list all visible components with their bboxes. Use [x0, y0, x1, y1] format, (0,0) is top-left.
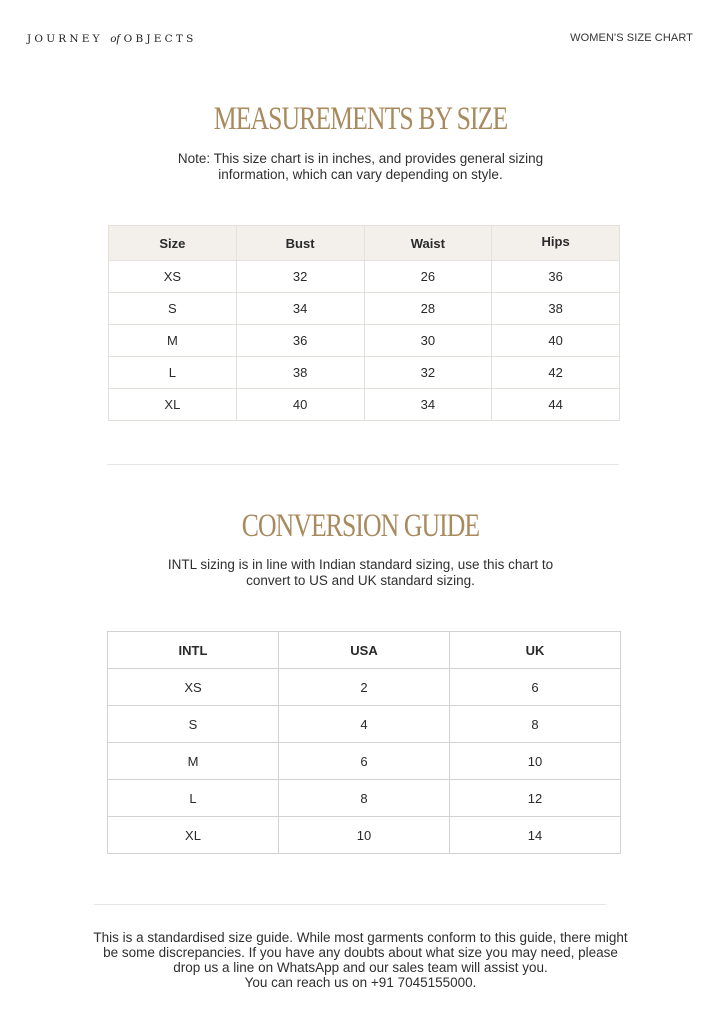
measurements-title: MEASUREMENTS BY SIZE: [213, 101, 508, 137]
cell-size: XS: [109, 261, 237, 293]
cell-waist: 30: [364, 325, 492, 357]
cell-uk: 8: [450, 706, 621, 743]
cell-usa: 4: [279, 706, 450, 743]
footer-contact: You can reach us on +91 7045155000.: [244, 975, 477, 990]
logo-text-objects: OBJECTS: [123, 33, 197, 45]
table-row: [109, 325, 620, 357]
cell-uk: 14: [450, 817, 621, 854]
cell-intl: M: [108, 743, 279, 780]
footer-disclaimer: [0, 930, 721, 990]
cell-usa: 8: [279, 780, 450, 817]
logo-text-of: of: [110, 31, 120, 45]
cell-size: XL: [109, 389, 237, 421]
table-row: [109, 389, 620, 421]
section-divider: [107, 464, 619, 465]
cell-usa: 10: [279, 817, 450, 854]
cell-size: M: [109, 325, 237, 357]
measurements-table: [108, 225, 620, 421]
cell-hips: 36: [492, 261, 620, 293]
conversion-title: CONVERSION GUIDE: [241, 508, 480, 544]
cell-hips: 42: [492, 357, 620, 389]
footer-line: drop us a line on WhatsApp and our sales team will assist you.: [173, 960, 548, 975]
table-row: [109, 357, 620, 389]
footer-line: This is a standardised size guide. While most garments conform to this guide, there might: [93, 930, 628, 945]
table-row: [108, 743, 621, 780]
cell-waist: 26: [364, 261, 492, 293]
footer-divider: [94, 904, 606, 905]
cell-bust: 40: [236, 389, 364, 421]
cell-hips: 38: [492, 293, 620, 325]
table-row: [108, 669, 621, 706]
cell-size: S: [109, 293, 237, 325]
table-row: [108, 817, 621, 854]
cell-waist: 28: [364, 293, 492, 325]
table-row: [108, 706, 621, 743]
table-header-row: [108, 632, 621, 669]
column-header-hips: Hips: [492, 226, 620, 261]
cell-hips: 40: [492, 325, 620, 357]
column-header-uk: UK: [450, 632, 621, 669]
cell-intl: L: [108, 780, 279, 817]
column-header-size: Size: [109, 226, 237, 261]
cell-waist: 32: [364, 357, 492, 389]
cell-size: L: [109, 357, 237, 389]
table-header-row: [109, 226, 620, 261]
cell-bust: 32: [236, 261, 364, 293]
conversion-note: [0, 557, 721, 588]
table-row: [109, 293, 620, 325]
cell-usa: 2: [279, 669, 450, 706]
cell-intl: XS: [108, 669, 279, 706]
cell-hips: 44: [492, 389, 620, 421]
column-header-waist: Waist: [364, 226, 492, 261]
cell-intl: S: [108, 706, 279, 743]
cell-uk: 12: [450, 780, 621, 817]
cell-uk: 10: [450, 743, 621, 780]
measurements-note-line: Note: This size chart is in inches, and provides general sizing: [177, 151, 544, 166]
table-row: [109, 261, 620, 293]
cell-waist: 34: [364, 389, 492, 421]
column-header-bust: Bust: [236, 226, 364, 261]
column-header-intl: INTL: [108, 632, 279, 669]
brand-logo: [27, 31, 197, 46]
footer-line: be some discrepancies. If you have any doubts about what size you may need, please: [103, 945, 618, 960]
column-header-usa: USA: [279, 632, 450, 669]
measurements-note: [0, 151, 721, 182]
logo-text-journey: JOURNEY: [27, 33, 103, 45]
conversion-note-line: convert to US and UK standard sizing.: [246, 572, 475, 588]
table-row: [108, 780, 621, 817]
cell-bust: 36: [236, 325, 364, 357]
page-label: WOMEN'S SIZE CHART: [570, 32, 693, 44]
cell-uk: 6: [450, 669, 621, 706]
conversion-table: [107, 631, 621, 854]
measurements-note-line: information, which can vary depending on style.: [218, 166, 503, 182]
cell-intl: XL: [108, 817, 279, 854]
cell-bust: 34: [236, 293, 364, 325]
conversion-note-line: INTL sizing is in line with Indian standard sizing, use this chart to: [167, 557, 554, 572]
cell-usa: 6: [279, 743, 450, 780]
cell-bust: 38: [236, 357, 364, 389]
